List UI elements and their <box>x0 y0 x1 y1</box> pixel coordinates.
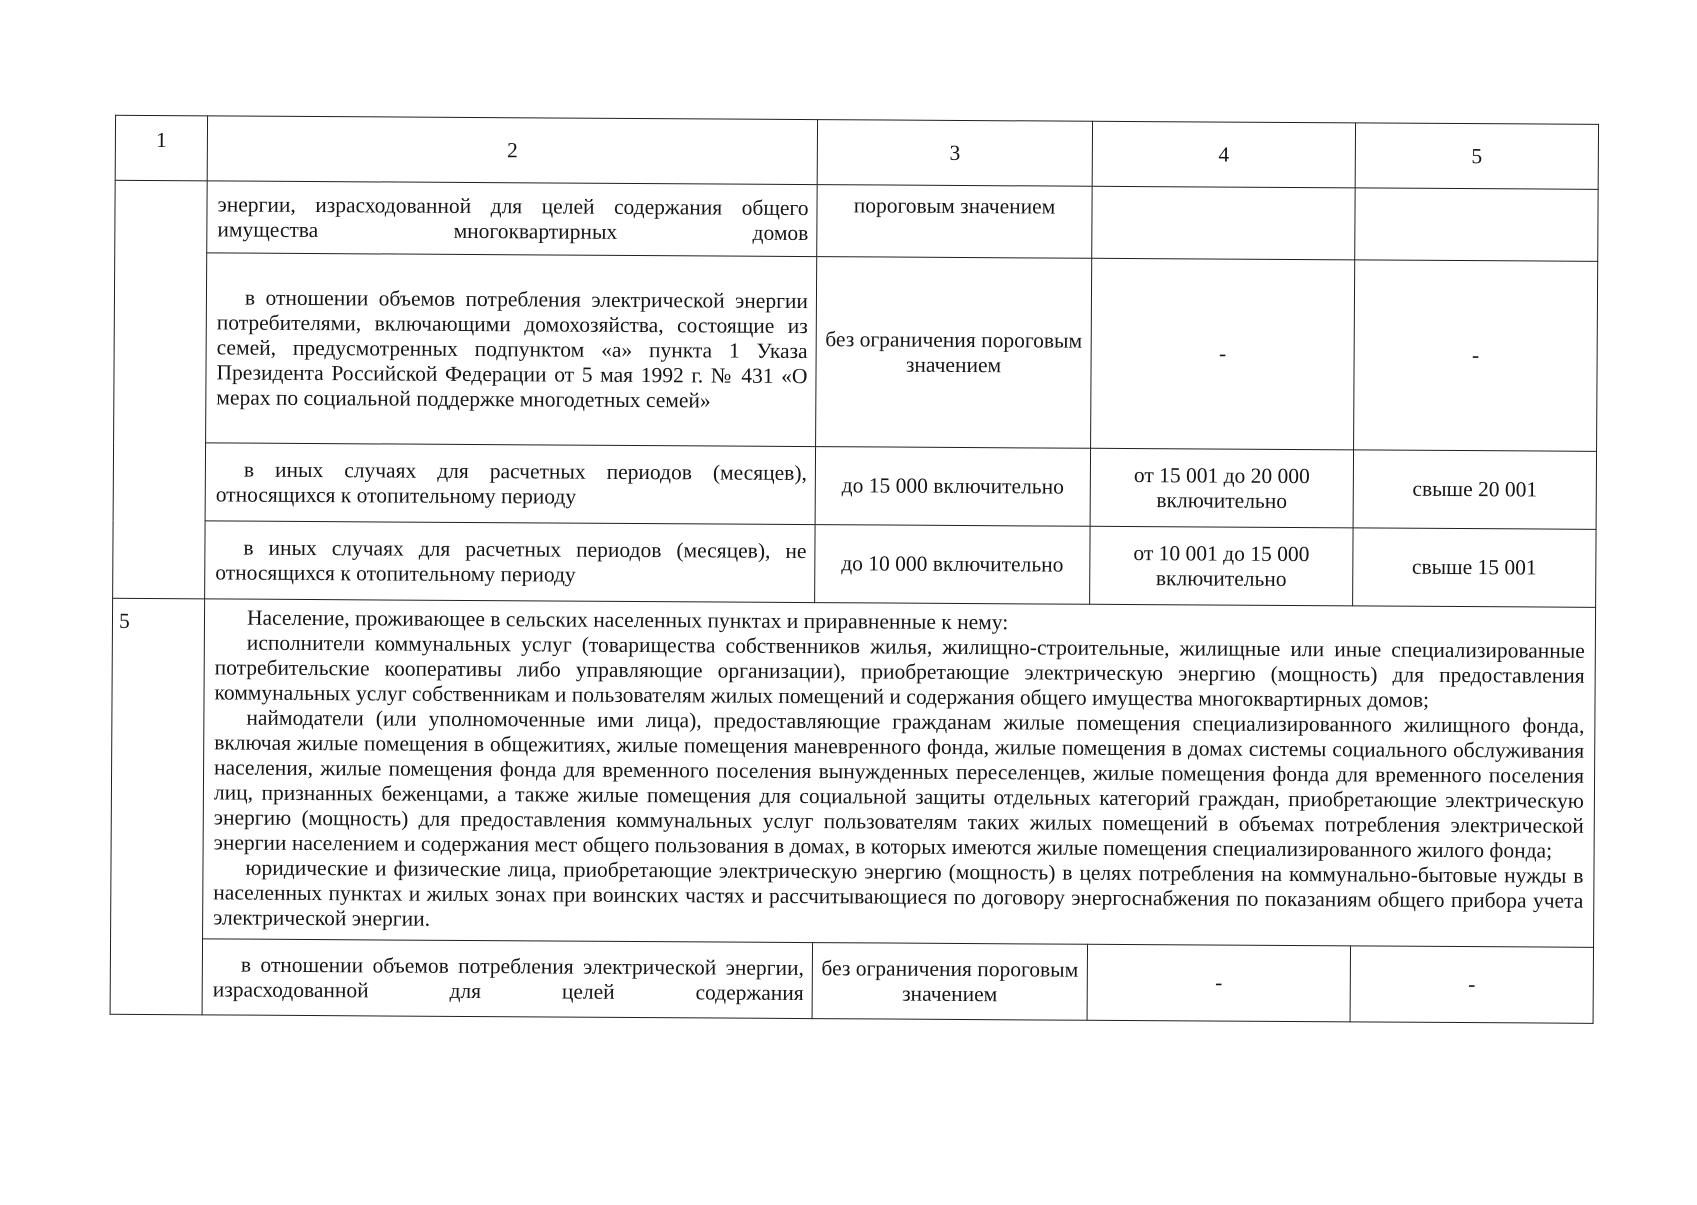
row-description: в иных случаях для расчетных периодов (месяцев), не относящихся к отопительному периоду <box>205 521 815 603</box>
section-paragraph: юридические и физические лица, приобретающие электрическую энергию (мощность) в целях потребления на коммунально-бытовые нужды в населенных пунктах и жилых зонах при воинских частях и рассчитывающиеся по договору энергоснабжения по показаниям общего прибора учета электрической энергии. <box>213 855 1584 931</box>
table-row <box>115 180 1598 261</box>
tariff-table <box>110 115 1599 1024</box>
row-description: в отношении объемов потребления электрической энергии потребителями, включающими домохозяйства, состоящие из семей, предусмотренных подпунктом «а» пункта 1 Указа Президента Российской Федерации от 5 мая 1992 г. № 431 «О мерах по социальной поддержке многодетных семей» <box>206 253 817 447</box>
row-threshold-3: - <box>1350 946 1593 1023</box>
header-col-5: 5 <box>1355 123 1598 189</box>
row-threshold-3 <box>1355 188 1598 261</box>
header-col-3: 3 <box>817 120 1092 187</box>
row-threshold-2: от 10 001 до 15 000 включительно <box>1090 526 1353 606</box>
row-threshold-3: свыше 15 001 <box>1353 528 1596 607</box>
section-5-description <box>203 599 1596 947</box>
table-row <box>113 520 1596 607</box>
row-threshold-2: - <box>1091 258 1355 450</box>
section-5-row <box>111 598 1596 947</box>
row-description: энергии, израсходованной для целей содержания общего имущества многоквартирных домов <box>207 181 817 257</box>
row-number-cell <box>113 180 208 599</box>
section-paragraph: наймодатели (или уполномоченные ими лица), предоставляющие гражданам жилые помещения специализированного жилищного фонда, включая жилые помещения в общежитиях, жилые помещения маневренного фонда, жилые помещения в домах системы социального обслуживания населения, жилые помещения фонда для временного поселения вынужденных переселенцев, жилые помещения фонда для временного поселения лиц, признанных беженцами, а также жилые помещения для социальной защиты отдельных категорий граждан, приобретающие электрическую энергию (мощность) для предоставления коммунальных услуг пользователям таких жилых помещений в объемах потребления электрической энергии населением и содержания мест общего пользования в домах, в которых имеются жилые помещения специализированного жилого фонда; <box>213 705 1585 863</box>
section-number: 5 <box>110 598 205 1015</box>
table-header-row <box>115 115 1598 189</box>
row-description: в иных случаях для расчетных периодов (месяцев), относящихся к отопительному периоду <box>205 443 815 525</box>
row-threshold-3: - <box>1354 260 1598 451</box>
header-col-4: 4 <box>1092 121 1355 188</box>
header-col-2: 2 <box>207 116 817 185</box>
row-description: в отношении объемов потребления электрической энергии, израсходованной для целей содержания <box>202 939 812 1019</box>
row-threshold-2: - <box>1087 944 1350 1022</box>
table-row <box>114 252 1598 451</box>
row-threshold-3: свыше 20 001 <box>1353 450 1596 529</box>
section-paragraph: Население, проживающее в сельских населенных пунктах и приравненные к нему: <box>246 605 1009 635</box>
section-paragraph: исполнители коммунальных услуг (товарищества собственников жилья, жилищно-строительные, жилищные или иные специализированные потребительские кооперативы либо управляющие организации), приобретающие электрическую энергию (мощность) для предоставления коммунальных услуг собственникам и пользователям жилых помещений и содержания общего имущества многоквартирных домов; <box>214 630 1585 712</box>
row-threshold-1: до 10 000 включительно <box>815 525 1090 605</box>
header-col-1: 1 <box>115 115 207 181</box>
row-threshold-1: без ограничения пороговым значением <box>812 943 1087 1021</box>
row-threshold-1: без ограничения пороговым значением <box>816 257 1092 449</box>
row-threshold-2: от 15 001 до 20 000 включительно <box>1090 448 1353 528</box>
row-threshold-1: пороговым значением <box>817 185 1092 259</box>
row-threshold-1: до 15 000 включительно <box>815 447 1090 527</box>
row-threshold-2 <box>1092 186 1355 260</box>
table-row <box>113 442 1596 529</box>
table-row <box>110 938 1593 1023</box>
